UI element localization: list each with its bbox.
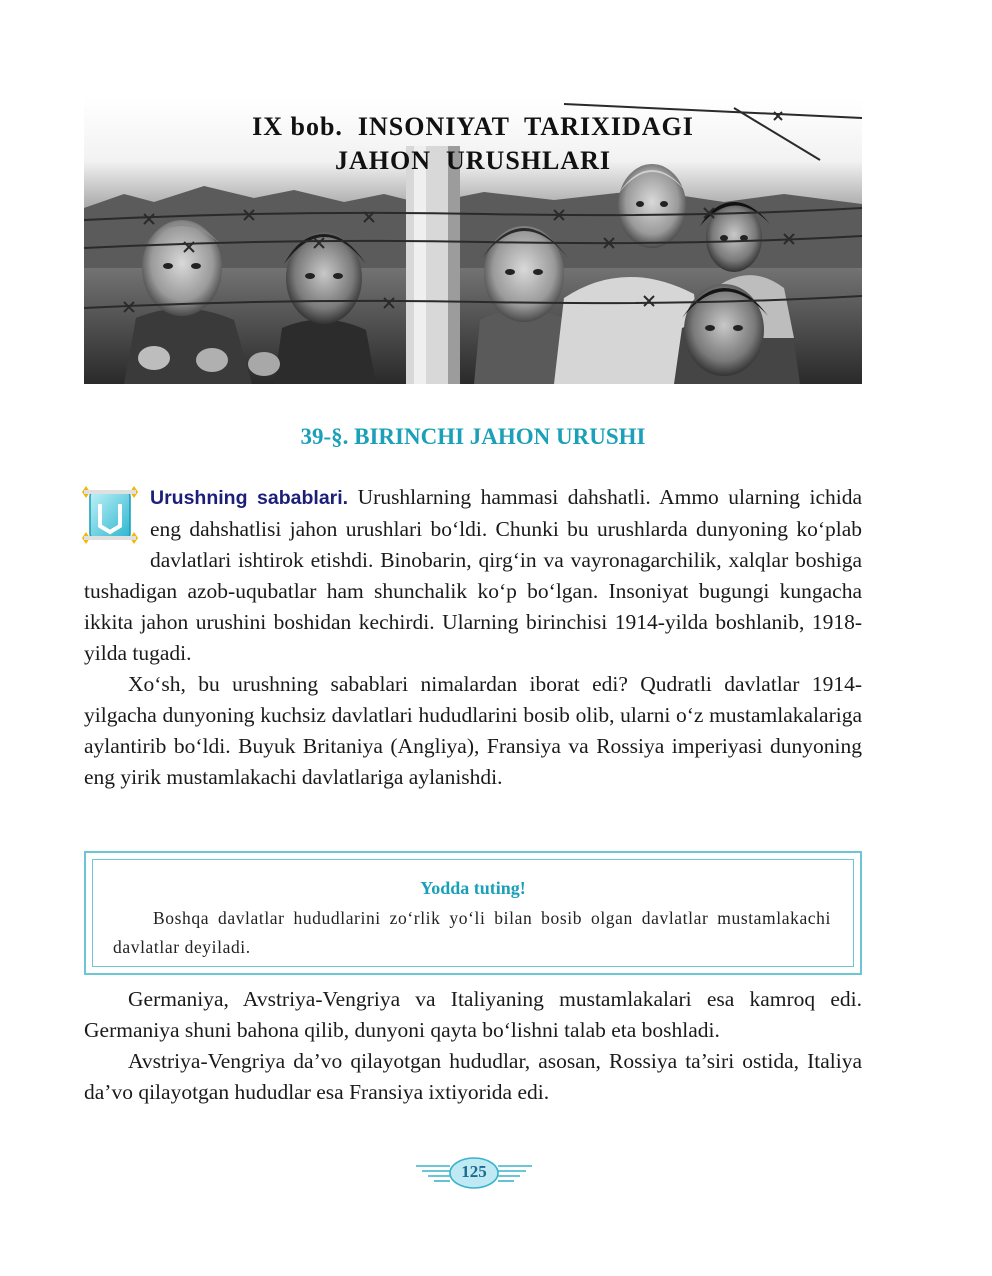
page-number: 125 bbox=[461, 1162, 487, 1181]
note-inner-frame bbox=[92, 859, 854, 967]
paragraph-text: Urushlarning hammasi dahshatli. Ammo ularning ichida eng dahshatlisi jahon urushlari bo‘ldi. Chunki bu urushlarda dunyoning ko‘plab davlatlari ishtirok etishdi. Binobarin, qirg‘in va vayronagarchilik, xalqlar boshiga tushadigan azob-uqubatlar ham shunchalik ko‘p bo‘lgan. Insoniyat bugungi kungacha ikkita jahon urushini boshidan kechirdi. Ularning birinchisi 1914-yilda boshlanib, 1918-yilda tugadi. bbox=[84, 485, 863, 665]
body-text-top bbox=[84, 482, 862, 793]
note-title: Yodda tuting! bbox=[420, 878, 526, 898]
paragraph-causes bbox=[84, 482, 862, 669]
paragraph-text: Xo‘sh, bu urushning sabablari nimalardan iborat edi? Qudratli davlatlar 1914-yilgacha dunyoning kuchsiz davlatlari hududlarini bosib olib, ularni o‘z mustamlakalariga aylantirib bo‘ldi. Buyuk Britaniya (Angliya), Fransiya va Rossiya imperiyasi dunyoning eng yirik mustamlakachi davlatlariga aylanishdi. bbox=[84, 672, 862, 789]
chapter-title-line-2: JAHON URUSHLARI bbox=[334, 146, 612, 175]
chapter-title-line-1: IX bob. INSONIYAT TARIXIDAGI bbox=[252, 112, 694, 141]
page-number-badge bbox=[414, 1156, 534, 1190]
remember-note-box bbox=[84, 851, 862, 975]
section-heading: 39-§. BIRINCHI JAHON URUSHI bbox=[300, 424, 646, 449]
note-text: Boshqa davlatlar hududlarini zo‘rlik yo‘li bilan bosib olgan davlatlar mustamlakachi davlatlar deyiladi. bbox=[113, 908, 831, 957]
chapter-title bbox=[84, 110, 862, 178]
body-text-bottom bbox=[84, 984, 862, 1108]
paragraph-text: Germaniya, Avstriya-Vengriya va Italiyaning mustamlakalari esa kamroq edi. Germaniya shuni bahona qilib, dunyoni qayta bo‘lishni talab eta boshladi. bbox=[84, 987, 862, 1042]
paragraph-text: Avstriya-Vengriya da’vo qilayotgan hududlar, asosan, Rossiya ta’siri ostida, Italiya da’vo qilayotgan hududlar esa Fransiya ixtiyorida edi. bbox=[84, 1049, 862, 1104]
run-in-heading: Urushning sabablari. bbox=[150, 487, 349, 509]
